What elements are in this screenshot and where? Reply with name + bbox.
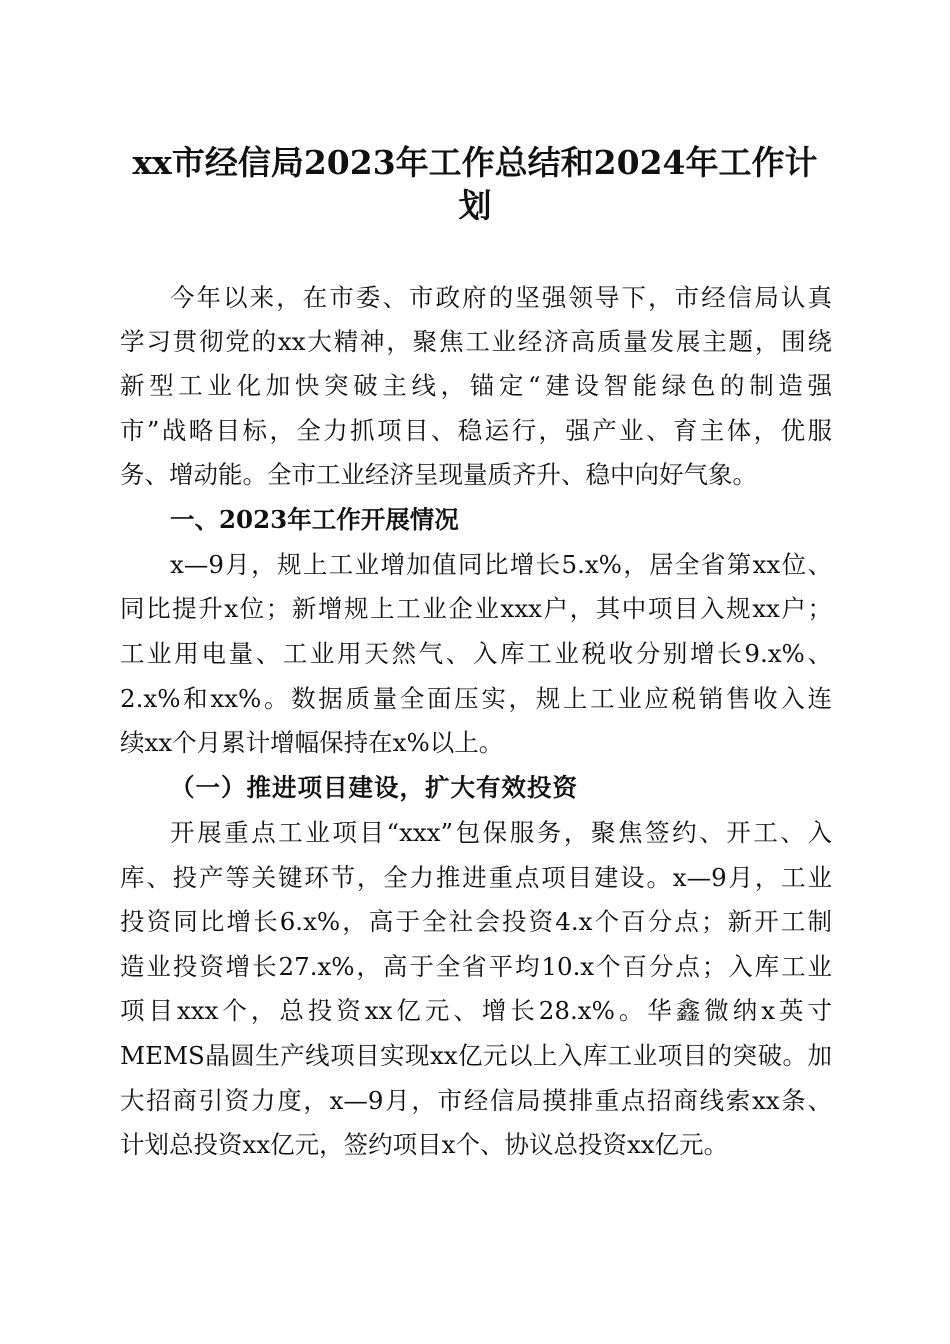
paragraph-line: 开展重点工业项目“xxx”包保服务，聚焦签约、开工、入 <box>170 818 832 847</box>
subsection-heading: （一）推进项目建设，扩大有效投资 <box>170 773 578 802</box>
document-title-line-2: 划 <box>458 186 492 225</box>
paragraph-line: 2.x%和xx%。数据质量全面压实，规上工业应税销售收入连 <box>120 684 832 713</box>
paragraph-line: x—9月，规上工业增加值同比增长5.x%，居全省第xx位、 <box>170 550 832 579</box>
paragraph-line: 计划总投资xx亿元，签约项目x个、协议总投资xx亿元。 <box>120 1130 729 1159</box>
paragraph-line: 造业投资增长27.x%，高于全省平均10.x个百分点；入库工业 <box>120 952 832 981</box>
paragraph-line: 市”战略目标，全力抓项目、稳运行，强产业、育主体，优服 <box>120 416 832 445</box>
paragraph-line: 项目xxx个，总投资xx亿元、增长28.x%。华鑫微纳x英寸 <box>120 996 832 1025</box>
paragraph-line: 今年以来，在市委、市政府的坚强领导下，市经信局认真 <box>170 283 832 312</box>
paragraph-line: 续xx个月累计增幅保持在x%以上。 <box>120 728 504 757</box>
paragraph-line: 同比提升x位；新增规上工业企业xxx户，其中项目入规xx户； <box>120 594 832 623</box>
section-heading: 一、2023年工作开展情况 <box>170 505 459 534</box>
paragraph-line: 学习贯彻党的xx大精神，聚焦工业经济高质量发展主题，围绕 <box>120 327 832 356</box>
paragraph-line: 务、增动能。全市工业经济呈现量质齐升、稳中向好气象。 <box>120 460 757 489</box>
paragraph-line: 大招商引资力度，x—9月，市经信局摸排重点招商线索xx条、 <box>120 1086 832 1115</box>
document-title-line-1: xx市经信局2023年工作总结和2024年工作计 <box>132 143 818 182</box>
paragraph-line: 工业用电量、工业用天然气、入库工业税收分别增长9.x%、 <box>120 639 832 668</box>
paragraph-line: 投资同比增长6.x%，高于全社会投资4.x个百分点；新开工制 <box>120 907 832 936</box>
paragraph-line: MEMS晶圆生产线项目实现xx亿元以上入库工业项目的突破。加 <box>120 1041 832 1070</box>
paragraph-line: 库、投产等关键环节，全力推进重点项目建设。x—9月，工业 <box>120 863 832 892</box>
paragraph-line: 新型工业化加快突破主线，锚定“建设智能绿色的制造强 <box>120 371 832 400</box>
